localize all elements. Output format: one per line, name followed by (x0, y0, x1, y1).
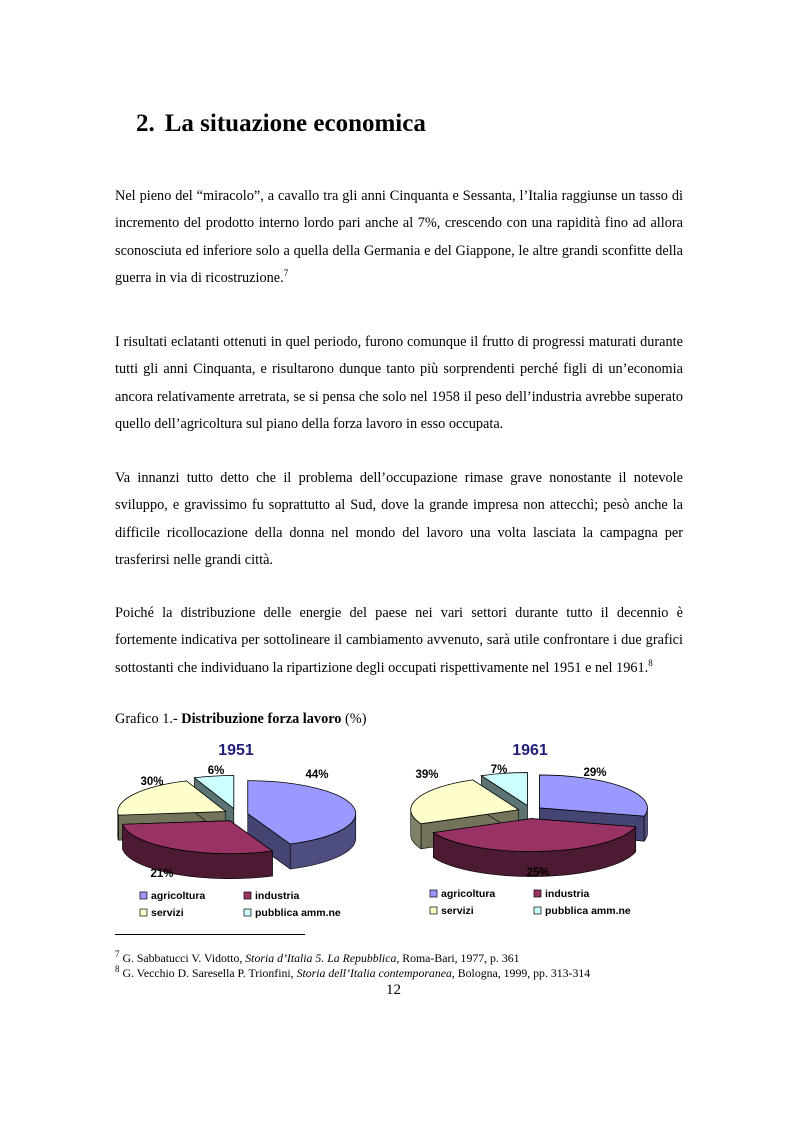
legend-label: servizi (441, 905, 474, 917)
legend-swatch (430, 890, 437, 897)
footnote-7: $^7$ G. Sabbatucci V. Vidotto, Storia d’Italia 5. La Repubblica, Roma-Bari, 1977, p. 361 (115, 949, 520, 965)
data-label: 39% (415, 769, 439, 781)
data-label: 44% (305, 769, 329, 781)
legend-label: pubblica amm.ne (545, 905, 631, 917)
chart-title: 1961 (512, 742, 548, 759)
chart-legend (430, 888, 631, 917)
data-label: 21% (150, 868, 174, 880)
chart-legend (140, 890, 341, 919)
legend-label: agricoltura (441, 888, 496, 900)
footnote-8: $^8$ G. Vecchio D. Saresella P. Trionfini, Storia dell’Italia contemporanea, Bologna, 1999, pp. 313-314 (115, 964, 591, 980)
legend-label: industria (545, 888, 590, 900)
legend-label: pubblica amm.ne (255, 907, 341, 919)
paragraph-2: I risultati eclatanti ottenuti in quel periodo, furono comunque il frutto di progressi maturati durante tutti gli anni Cinquanta, e risultarono dunque tanto più sorprendenti perché figli di un’economia ancora relativamente arretrata, se si pensa che solo nel 1958 il peso dell’industria avrebbe superato quello dell’agricoltura sul piano della forza lavoro in esso occupata. (115, 334, 683, 432)
legend-swatch (244, 892, 251, 899)
chart-title: 1951 (218, 742, 254, 759)
data-label: 29% (583, 767, 607, 779)
pie-charts (110, 735, 670, 925)
paragraph-1: Nel pieno del “miracolo”, a cavallo tra gli anni Cinquanta e Sessanta, l’Italia raggiunse un tasso di incremento del prodotto interno lordo pari anche al 7%, crescendo con una rapidità fino ad allora sconosciuta ed inferiore solo a quella della Germania e del Giappone, le altre grandi sconfitte della guerra in via di ricostruzione.$^7$ (115, 188, 683, 286)
legend-swatch (140, 892, 147, 899)
legend-label: industria (255, 890, 300, 902)
legend-label: servizi (151, 907, 184, 919)
section-heading (136, 110, 426, 138)
paragraph-4: Poiché la distribuzione delle energie del paese nei vari settori durante tutto il decennio è fortemente indicativa per sottolineare il cambiamento avvenuto, sarà utile confrontare i due grafici sottostanti che individuano la ripartizione degli occupati rispettivamente nel 1951 e nel 1961.$^8$ (115, 605, 683, 676)
legend-swatch (244, 909, 251, 916)
data-label: 6% (207, 765, 225, 777)
legend-swatch (140, 909, 147, 916)
footnote-separator (115, 934, 305, 935)
legend-swatch (430, 907, 437, 914)
data-label: 30% (140, 776, 164, 788)
legend-swatch (534, 890, 541, 897)
data-label: 25% (526, 867, 550, 879)
figure-caption: Grafico 1.- Distribuzione forza lavoro (%) (115, 711, 367, 727)
footnote-ref-8[interactable]: 8 (648, 657, 653, 668)
legend-label: agricoltura (151, 890, 206, 902)
pie-chart-1951 (118, 742, 356, 919)
caption-title: Distribuzione forza lavoro (181, 711, 342, 727)
section-number: 2. (136, 110, 155, 137)
paragraph-3: Va innanzi tutto detto che il problema dell’occupazione rimase grave nonostante il notevole sviluppo, e gravissimo fu soprattutto al Sud, dove la grande impresa non attecchì; pesò anche la difficile ricollocazione della donna nel mondo del lavoro una volta lasciata la campagna per trasferirsi nelle grandi città. (115, 470, 683, 568)
pie-chart-1961 (411, 742, 648, 917)
footnote-ref-7[interactable]: 7 (283, 268, 289, 279)
data-label: 7% (490, 764, 508, 776)
legend-swatch (534, 907, 541, 914)
section-title: La situazione economica (164, 110, 426, 137)
page-number: 12 (386, 982, 401, 998)
